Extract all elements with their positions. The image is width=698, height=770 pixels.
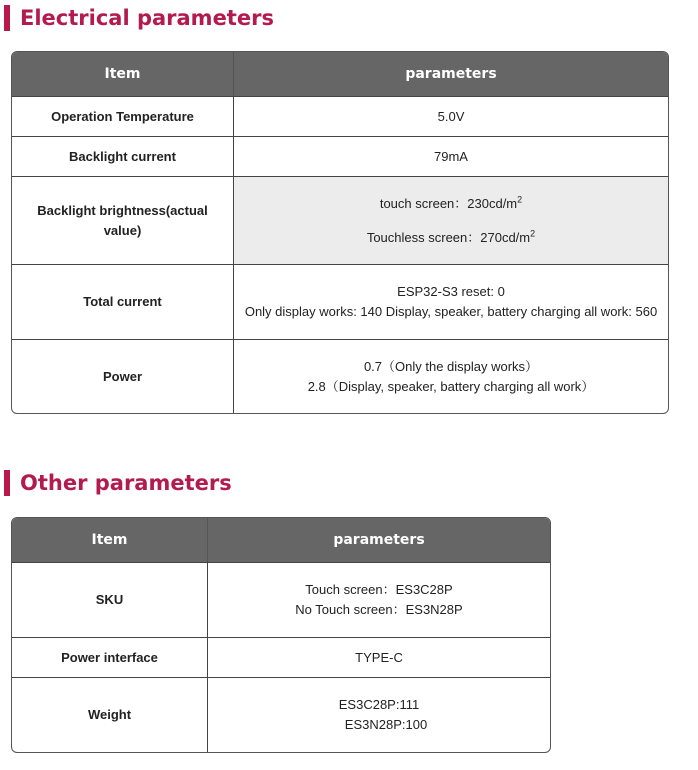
row-value [208, 637, 550, 677]
electrical-section-title [4, 4, 274, 32]
row-item: Backlight brightness(actual value) [12, 176, 234, 264]
superscript: 2 [530, 228, 536, 239]
row-item: Operation Temperature [12, 96, 234, 136]
electrical-parameters-table [11, 51, 669, 414]
table-header-row [12, 518, 550, 562]
table-row [12, 176, 668, 264]
other-section-title [4, 469, 232, 497]
table-row [12, 339, 668, 413]
value-line: No Touch screen：ES3N28P [295, 602, 463, 617]
value-line [240, 194, 662, 214]
header-item: Item [12, 52, 234, 96]
table-row [12, 136, 668, 176]
row-item: Backlight current [12, 136, 234, 176]
value-line: TYPE-C [355, 649, 403, 665]
row-item: Weight [12, 677, 208, 752]
row-item: Power [12, 339, 234, 413]
row-item: Total current [12, 264, 234, 339]
value-line: 2.8（Display, speaker, battery charging all work） [307, 378, 595, 394]
value-text: touch screen：230cd/m [379, 195, 518, 211]
table-header-row [12, 52, 668, 96]
title-accent-bar [4, 470, 10, 496]
table-row [12, 264, 668, 339]
superscript: 2 [517, 194, 523, 205]
header-parameters: parameters [234, 52, 668, 96]
table-row [12, 637, 550, 677]
table-row [12, 677, 550, 752]
value-line: ESP32-S3 reset: 0 [397, 284, 505, 299]
row-value [234, 339, 668, 413]
row-item: Power interface [12, 637, 208, 677]
other-parameters-table [11, 517, 551, 753]
header-parameters: parameters [208, 518, 550, 562]
row-value [234, 176, 668, 264]
row-value [208, 677, 550, 752]
row-value [234, 264, 668, 339]
title-accent-bar [4, 5, 10, 31]
electrical-title-text: Electrical parameters [20, 6, 274, 30]
table-row [12, 562, 550, 637]
value-line [240, 228, 662, 248]
value-text: Touchless screen：270cd/m [366, 229, 531, 245]
row-value [208, 562, 550, 637]
value-line: ES3N28P:100 [344, 717, 428, 732]
row-item: SKU [12, 562, 208, 637]
value-line: 5.0V [437, 108, 465, 124]
row-value [234, 136, 668, 176]
value-line: Touch screen：ES3C28P [305, 582, 453, 597]
header-item: Item [12, 518, 208, 562]
row-value [234, 96, 668, 136]
table-row [12, 96, 668, 136]
value-line: 79mA [434, 148, 468, 164]
other-title-text: Other parameters [20, 471, 232, 495]
value-line: Only display works: 140 Display, speaker, battery charging all work: 560 [244, 304, 658, 319]
value-line: 0.7（Only the display works） [363, 358, 539, 374]
value-line: ES3C28P:111 [338, 697, 420, 712]
